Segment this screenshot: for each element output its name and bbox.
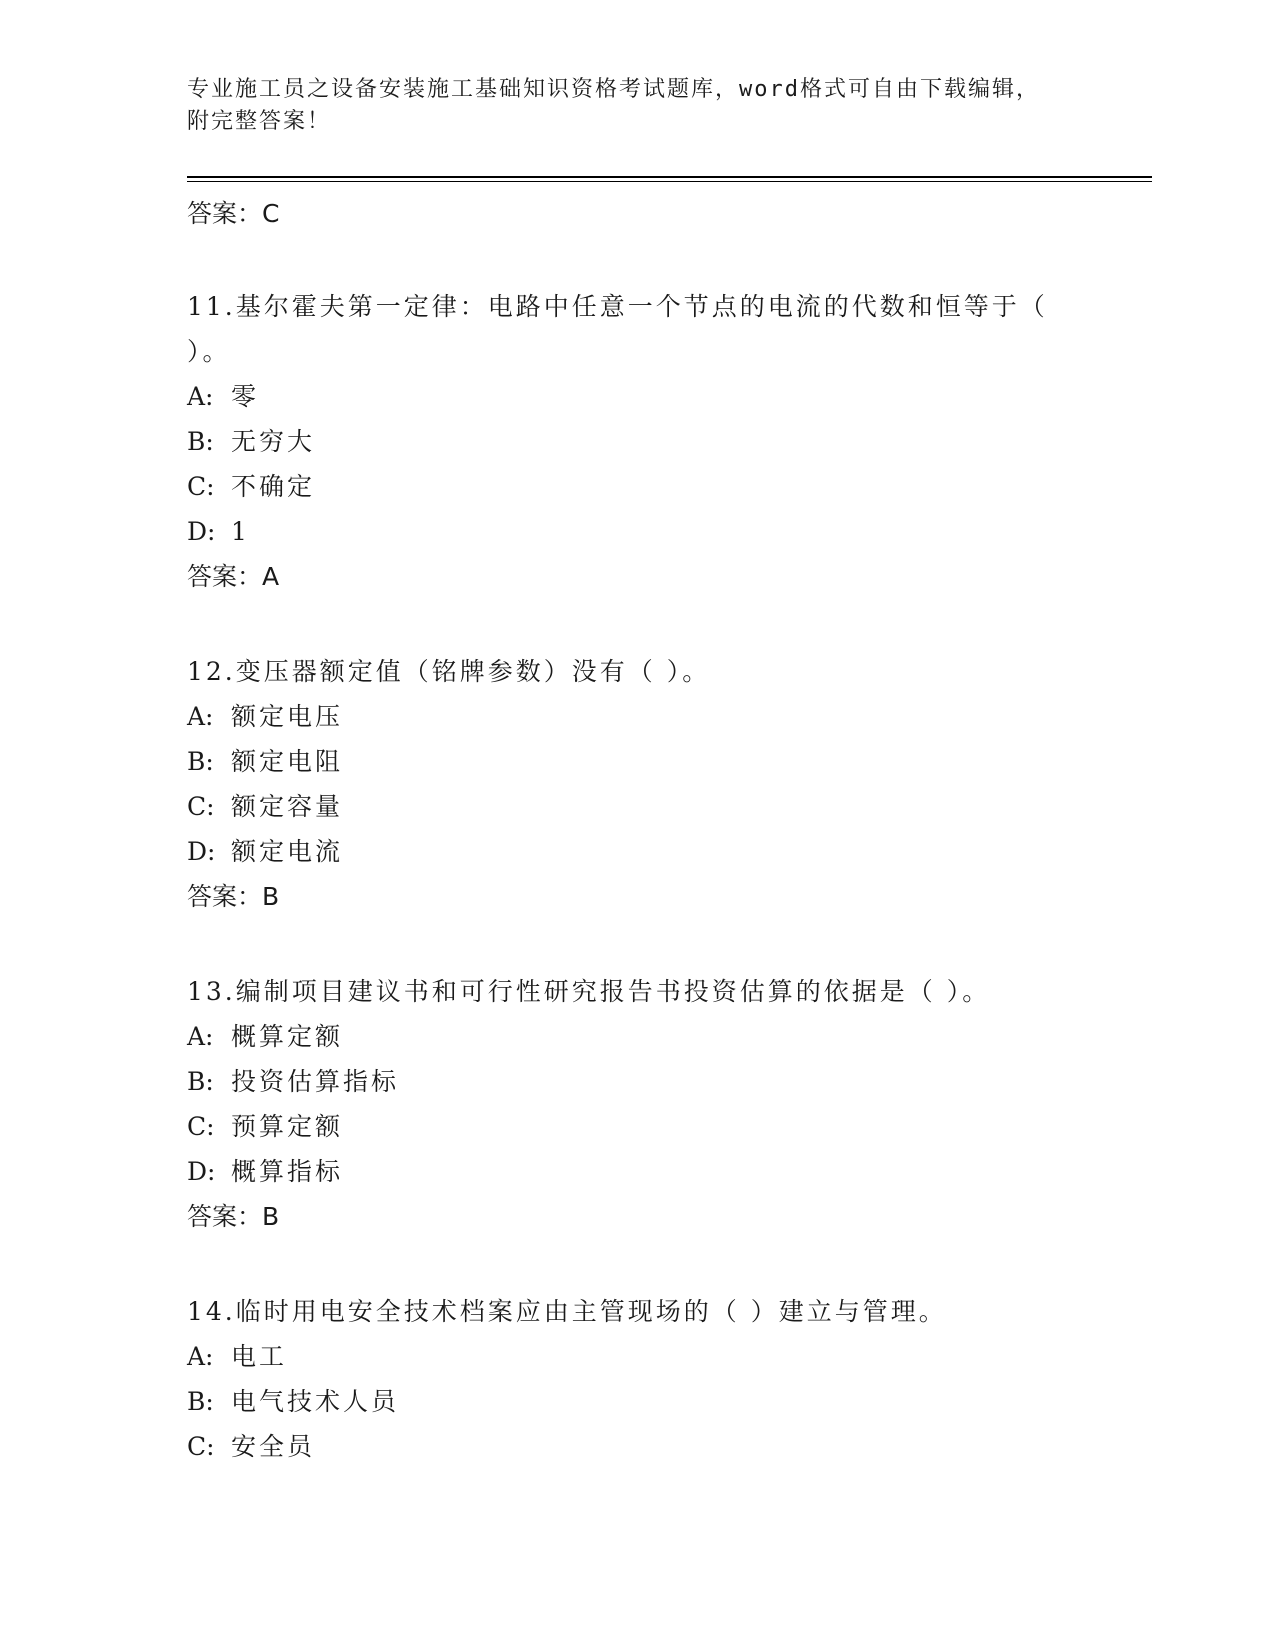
option-d xyxy=(187,1149,1087,1194)
question-12 xyxy=(187,649,1087,919)
option-text: 电气技术人员 xyxy=(231,1387,400,1416)
option-text: 1 xyxy=(231,517,250,546)
answer-line: 答案：B xyxy=(187,1202,280,1231)
option-a xyxy=(187,374,1087,419)
option-text: 额定电压 xyxy=(231,702,344,731)
question-13 xyxy=(187,969,1087,1239)
question-stem: 13.编制项目建议书和可行性研究报告书投资估算的依据是（ ）。 xyxy=(187,977,991,1006)
header-line-2: 附完整答案！ xyxy=(187,109,332,134)
option-b xyxy=(187,1379,1087,1424)
option-b xyxy=(187,739,1087,784)
option-a xyxy=(187,1014,1087,1059)
question-stem-continued: ）。 xyxy=(187,337,231,366)
option-letter: D: xyxy=(187,517,216,546)
option-text: 投资估算指标 xyxy=(231,1067,400,1096)
option-text: 概算指标 xyxy=(231,1157,344,1186)
option-text: 零 xyxy=(231,382,260,411)
option-a xyxy=(187,694,1087,739)
option-letter: B: xyxy=(187,747,214,776)
option-letter: D: xyxy=(187,837,216,866)
option-letter: B: xyxy=(187,427,214,456)
option-d xyxy=(187,829,1087,874)
option-letter: C: xyxy=(187,1112,215,1141)
header-divider-thin xyxy=(187,181,1152,182)
option-b xyxy=(187,419,1087,464)
question-14 xyxy=(187,1289,1087,1469)
document-body xyxy=(187,190,1087,1469)
option-letter: A: xyxy=(187,702,214,731)
option-letter: B: xyxy=(187,1067,214,1096)
option-text: 安全员 xyxy=(231,1432,316,1461)
option-c xyxy=(187,1104,1087,1149)
document-header xyxy=(187,74,1087,138)
option-text: 电工 xyxy=(231,1342,288,1371)
option-letter: A: xyxy=(187,382,214,411)
answer-line: 答案：A xyxy=(187,562,280,591)
option-letter: B: xyxy=(187,1387,214,1416)
option-letter: C: xyxy=(187,1432,215,1461)
header-divider-thick xyxy=(187,176,1152,178)
option-d xyxy=(187,509,1087,554)
question-stem: 11.基尔霍夫第一定律：电路中任意一个节点的电流的代数和恒等于（ xyxy=(187,292,1048,321)
option-text: 额定容量 xyxy=(231,792,344,821)
option-a xyxy=(187,1334,1087,1379)
question-stem: 12.变压器额定值（铭牌参数）没有（ ）。 xyxy=(187,657,711,686)
answer-line: 答案：B xyxy=(187,882,280,911)
option-letter: C: xyxy=(187,792,215,821)
option-letter: A: xyxy=(187,1342,214,1371)
option-c xyxy=(187,784,1087,829)
option-letter: A: xyxy=(187,1022,214,1051)
option-text: 概算定额 xyxy=(231,1022,344,1051)
option-text: 额定电阻 xyxy=(231,747,344,776)
previous-answer: 答案：C xyxy=(187,199,280,228)
option-text: 无穷大 xyxy=(231,427,316,456)
option-c xyxy=(187,464,1087,509)
option-text: 额定电流 xyxy=(231,837,344,866)
option-c xyxy=(187,1424,1087,1469)
option-letter: D: xyxy=(187,1157,216,1186)
question-11 xyxy=(187,284,1087,599)
option-text: 预算定额 xyxy=(231,1112,344,1141)
option-b xyxy=(187,1059,1087,1104)
header-line-1: 专业施工员之设备安装施工基础知识资格考试题库，word格式可自由下载编辑， xyxy=(187,77,1040,102)
option-letter: C: xyxy=(187,472,215,501)
question-stem: 14.临时用电安全技术档案应由主管现场的（ ）建立与管理。 xyxy=(187,1297,947,1326)
option-text: 不确定 xyxy=(231,472,316,501)
